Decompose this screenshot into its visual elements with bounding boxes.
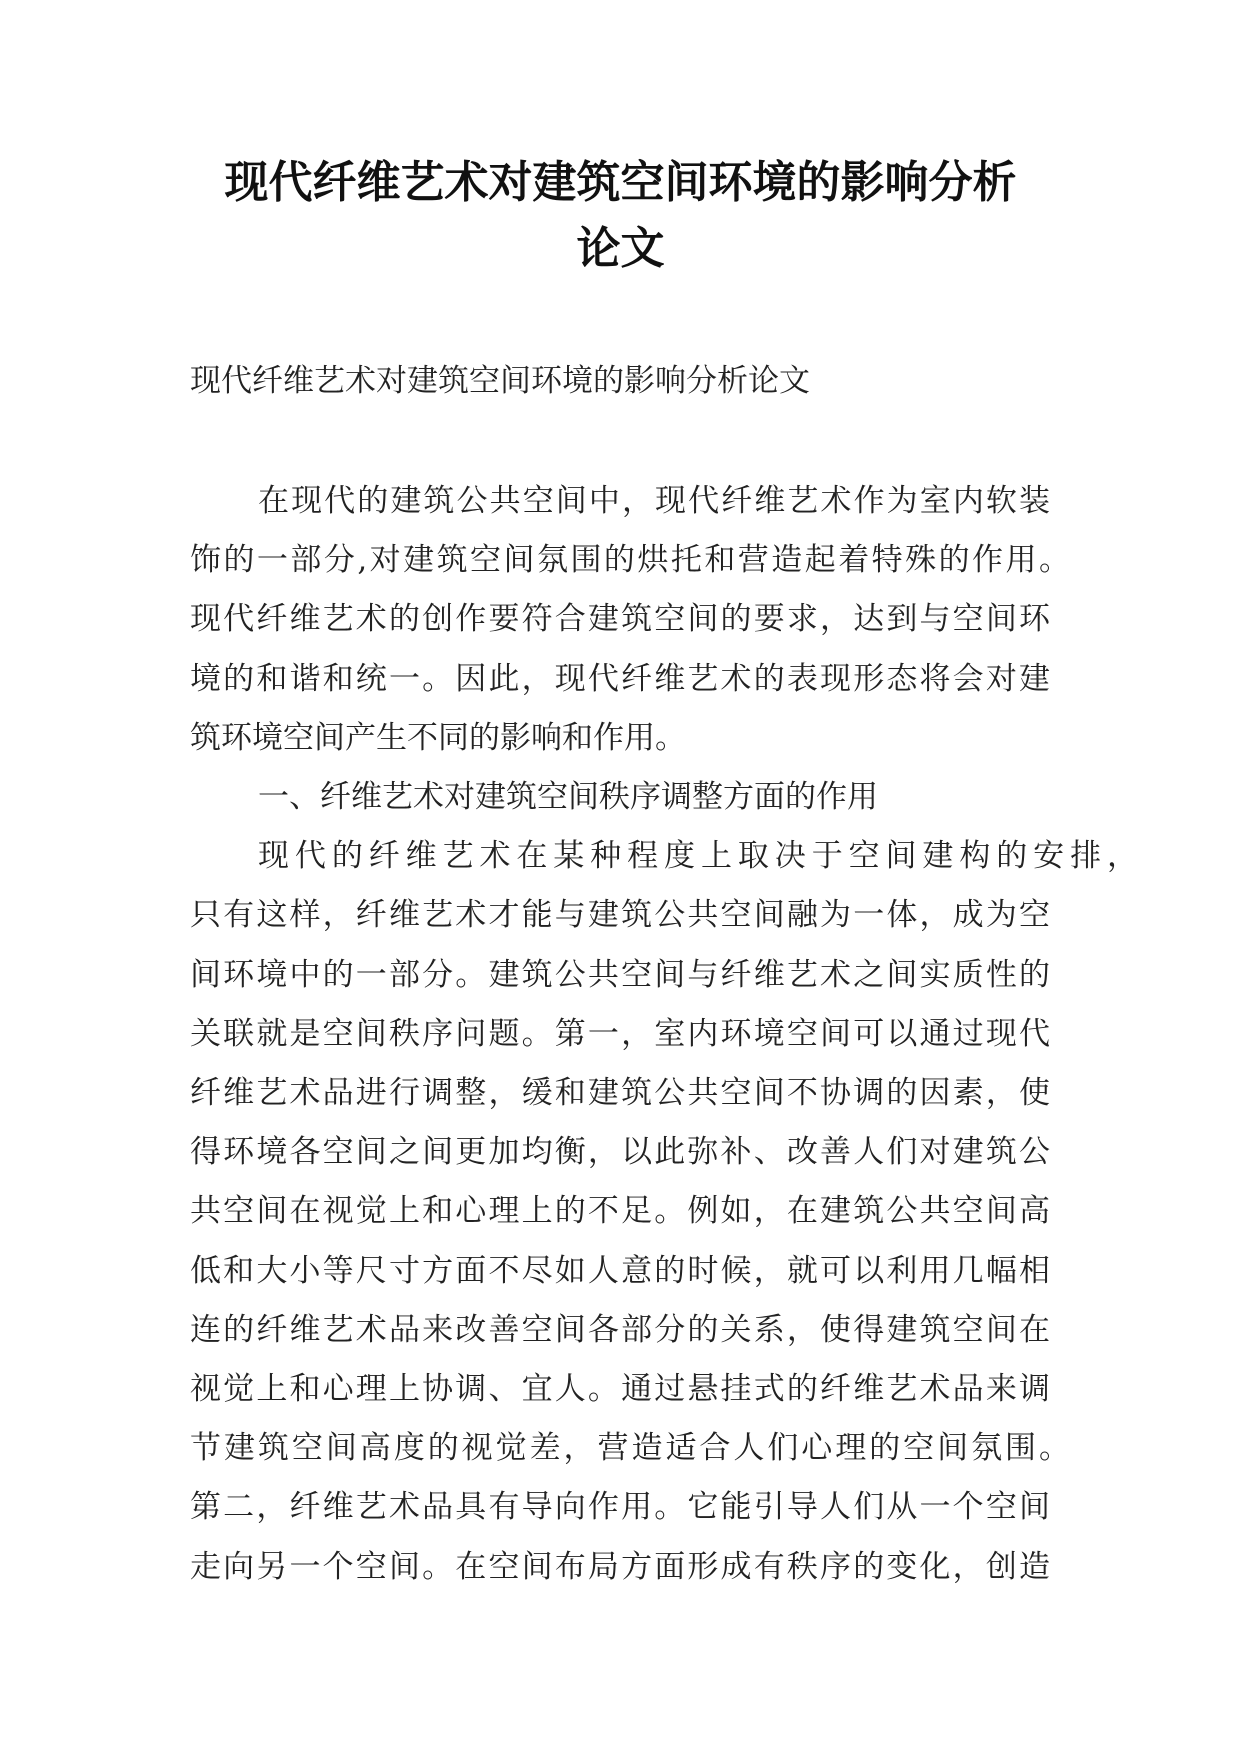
text-line: 纤维艺术品进行调整，缓和建筑公共空间不协调的因素，使	[190, 1075, 1050, 1112]
text-line: 只有这样，纤维艺术才能与建筑公共空间融为一体，成为空	[190, 897, 1050, 934]
text-line: 间环境中的一部分。建筑公共空间与纤维艺术之间实质性的	[190, 956, 1050, 993]
section-heading: 一、纤维艺术对建筑空间秩序调整方面的作用	[258, 779, 878, 816]
text-line: 走向另一个空间。在空间布局方面形成有秩序的变化，创造	[190, 1548, 1050, 1585]
text-line: 境的和谐和统一。因此，现代纤维艺术的表现形态将会对建	[190, 660, 1050, 697]
text-line: 关联就是空间秩序问题。第一，室内环境空间可以通过现代	[190, 1015, 1050, 1052]
text-line: 视觉上和心理上协调、宜人。通过悬挂式的纤维艺术品来调	[190, 1371, 1050, 1408]
text-line: 现代的纤维艺术在某种程度上取决于空间建构的安排，	[258, 838, 1138, 875]
text-line: 共空间在视觉上和心理上的不足。例如，在建筑公共空间高	[190, 1193, 1050, 1230]
text-line: 低和大小等尺寸方面不尽如人意的时候，就可以利用几幅相	[190, 1252, 1050, 1289]
text-line: 节建筑空间高度的视觉差，营造适合人们心理的空间氛围。	[190, 1430, 1070, 1467]
text-line: 得环境各空间之间更加均衡，以此弥补、改善人们对建筑公	[190, 1134, 1050, 1171]
document-heading: 现代纤维艺术对建筑空间环境的影响分析论文	[190, 363, 810, 399]
text-line: 饰的一部分,对建筑空间氛围的烘托和营造起着特殊的作用。	[190, 542, 1070, 579]
text-line: 第二，纤维艺术品具有导向作用。它能引导人们从一个空间	[190, 1489, 1050, 1526]
text-line: 在现代的建筑公共空间中，现代纤维艺术作为室内软装	[258, 483, 1050, 519]
document-body	[190, 472, 1138, 1597]
document-title	[160, 150, 1081, 282]
text-line: 筑环境空间产生不同的影响和作用。	[190, 719, 686, 756]
title-line-2: 论文	[576, 223, 665, 274]
text-line: 现代纤维艺术的创作要符合建筑空间的要求，达到与空间环	[190, 601, 1050, 638]
text-line: 连的纤维艺术品来改善空间各部分的关系，使得建筑空间在	[190, 1311, 1050, 1348]
title-line-1: 现代纤维艺术对建筑空间环境的影响分析	[224, 157, 1017, 208]
